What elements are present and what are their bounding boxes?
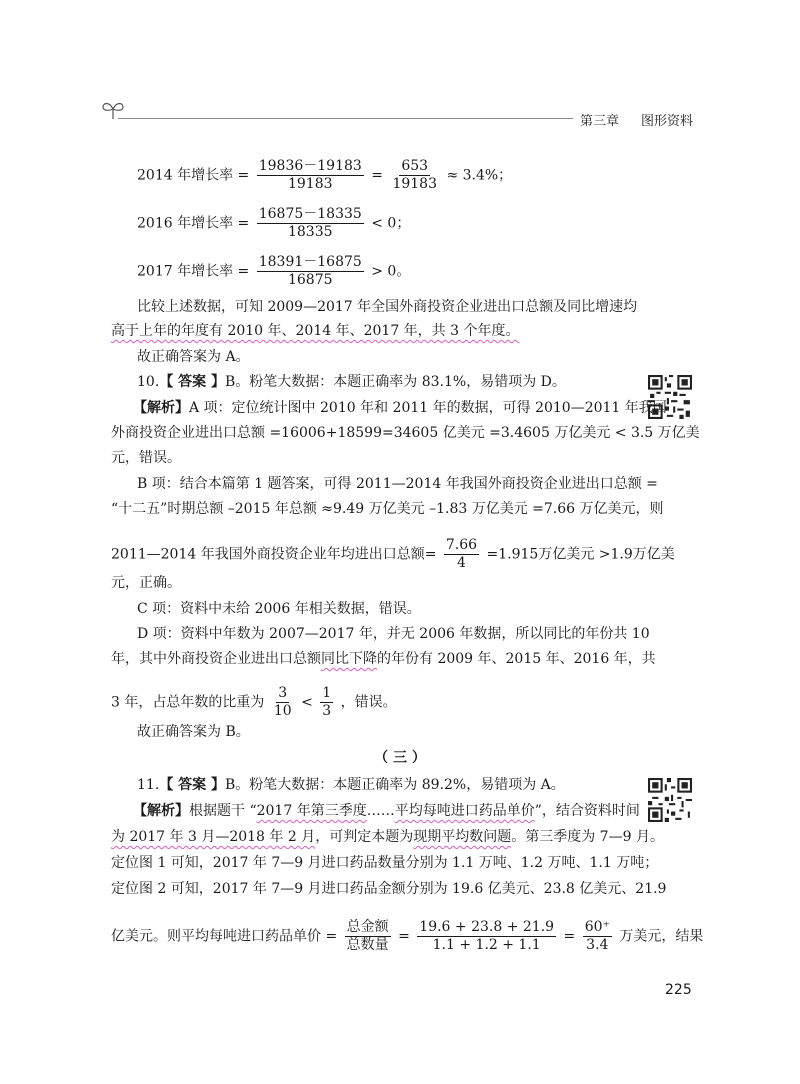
q10-analysis-d-line-1: D 项：资料中年数为 2007—2017 年，并无 2006 年数据，所以同比的年份共 10 xyxy=(137,626,650,642)
q10-answer: 10.【 答案 】B。粉笔大数据：本题正确率为 83.1%，易错项为 D。 xyxy=(137,374,566,390)
fraction: $\frac{18391-16875}{16875}$ xyxy=(258,254,362,288)
growth-2016: 2016 年增长率 = $\frac{16875-18335}{18335}$ < 0； xyxy=(137,206,411,240)
fraction: $\frac{7.66}{4}$ xyxy=(445,537,478,571)
q10-analysis-b-line-1: B 项：结合本篇第 1 题答案，可得 2011—2014 年我国外商投资企业进出口总额 = xyxy=(137,476,658,492)
summary-line-2: 高于上年的年度有 2010 年、2014 年、2017 年，共 3 个年度。 xyxy=(111,323,520,339)
chapter-title: 图形资料 xyxy=(641,114,694,129)
q10-analysis-c: C 项：资料中未给 2006 年相关数据，错误。 xyxy=(137,601,421,617)
fraction: $\frac{\text{总金额}}{\text{总数量}}$ xyxy=(346,919,389,953)
fraction: $\frac{653}{19183}$ xyxy=(392,158,437,192)
q10-analysis-a-line-2: 外商投资企业进出口总额 =16006+18599=34605 亿美元 =3.4605 万亿美元 < 3.5 万亿美 xyxy=(111,425,700,441)
fraction: $\frac{60^+}{3.4}$ xyxy=(584,919,610,953)
fraction: $\frac{3}{10}$ xyxy=(273,685,292,719)
qr-code-icon[interactable] xyxy=(648,778,692,822)
q10-analysis-a-line-1: 【解析】A 项：定位统计图中 2010 年和 2011 年的数据，可得 2010—2011 年我国 xyxy=(133,400,667,416)
fraction: $\frac{16875-18335}{18335}$ xyxy=(258,206,362,240)
fraction: $\frac{1}{3}$ xyxy=(322,685,332,719)
running-header xyxy=(580,110,693,129)
q11-analysis-line-2: 为 2017 年 3 月—2018 年 2 月，可判定本题为现期平均数问题。第三季度为 7—9 月。 xyxy=(111,829,664,845)
header-rule xyxy=(118,118,573,119)
fraction: $\frac{19836-19183}{19183}$ xyxy=(258,158,362,192)
page-number: 225 xyxy=(665,982,692,998)
q11-analysis-line-3: 定位图 1 可知，2017 年 7—9 月进口药品数量分别为 1.1 万吨、1.2 万吨、1.1 万吨； xyxy=(111,855,659,871)
growth-2017: 2017 年增长率 = $\frac{18391-16875}{16875}$ > 0。 xyxy=(137,254,411,288)
q10-analysis-b-line-4: 元，正确。 xyxy=(111,575,181,591)
q11-analysis-line-4: 定位图 2 可知，2017 年 7—9 月进口药品金额分别为 19.6 亿美元、23.8 亿美元、21.9 xyxy=(111,881,667,897)
summary-line-1: 比较上述数据，可知 2009—2017 年全国外商投资企业进出口总额及同比增速均 xyxy=(137,299,638,315)
q10-analysis-b-line-2: “十二五”时期总额 –2015 年总额 ≈9.49 万亿美元 –1.83 万亿美元 =7.66 万亿美元，则 xyxy=(111,501,664,517)
q10-analysis-d-line-3: 3 年，占总年数的比重为 $\frac{3}{10}$ < $\frac{1}{3}$ ，错误。 xyxy=(111,685,397,719)
q10-analysis-d-line-2: 年，其中外商投资企业进出口总额同比下降的年份有 2009 年、2015 年、2016 年，共 xyxy=(111,651,656,667)
q10-conclusion: 故正确答案为 B。 xyxy=(137,724,250,740)
q10-analysis-b-line-3: 2011—2014 年我国外商投资企业年均进出口总额= $\frac{7.66}{4}$ =1.915万亿美元 >1.9万亿美 xyxy=(111,537,675,571)
q11-analysis-line-5: 亿美元。则平均每吨进口药品单价 = $\frac{\text{总金额}}{\text{总数量}}$ = $\frac{19.6 + 23.8 + 21.9}{1.1 + 1.2 + 1.1}$ = $\frac{60^+}{3.4}$ 万美元，结果 xyxy=(111,919,704,953)
section-heading: （ 三 ） xyxy=(374,750,426,766)
growth-2014: 2014 年增长率 = $\frac{19836-19183}{19183}$ = $\frac{653}{19183}$ ≈ 3.4%； xyxy=(137,158,513,192)
q10-analysis-a-line-3: 元，错误。 xyxy=(111,450,181,466)
fraction: $\frac{19.6 + 23.8 + 21.9}{1.1 + 1.2 + 1.1}$ xyxy=(419,919,555,953)
q11-analysis-line-1: 【解析】根据题干 “2017 年第三季度……平均每吨进口药品单价”，结合资料时间 xyxy=(133,803,640,819)
summary-conclusion: 故正确答案为 A。 xyxy=(137,349,250,365)
chapter-label: 第三章 xyxy=(580,114,620,129)
q11-answer: 11.【 答案 】B。粉笔大数据：本题正确率为 89.2%，易错项为 A。 xyxy=(137,777,565,793)
